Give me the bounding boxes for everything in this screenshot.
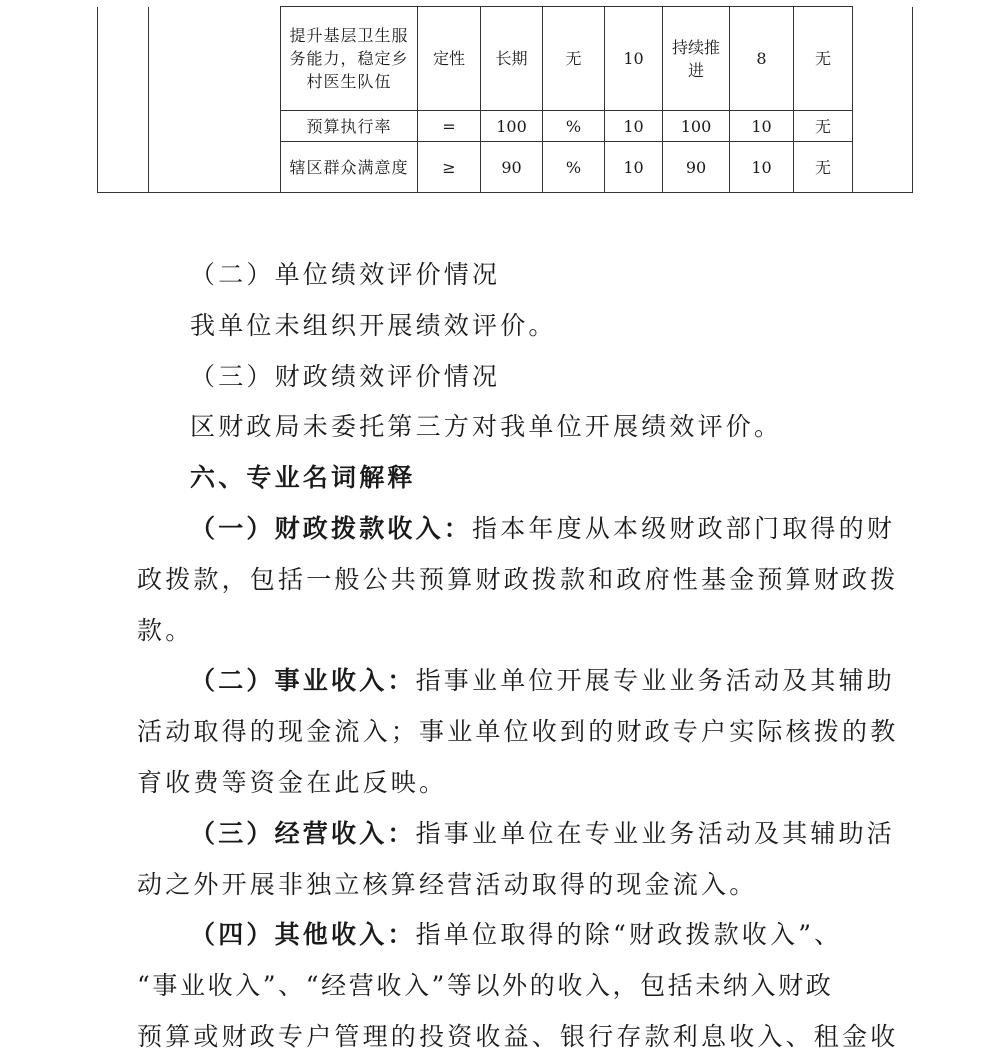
- indicator-name-cell: 辖区群众满意度: [281, 142, 418, 193]
- actual-cell: 100: [663, 111, 730, 142]
- table-cell-blank: [853, 7, 913, 193]
- actual-cell: 90: [663, 142, 730, 193]
- glossary-term: [0, 809, 1000, 860]
- table-cell-blank: [98, 7, 149, 193]
- paragraph-unit-evaluation: 我单位未组织开展绩效评价。: [190, 310, 557, 340]
- glossary-term-text: 指本年度从本级财政部门取得的财: [472, 513, 896, 543]
- glossary-term-continuation: 活动取得的现金流入；事业单位收到的财政专户实际核拨的教: [137, 717, 899, 747]
- target-cell: 100: [481, 111, 543, 142]
- glossary-term: [0, 504, 1000, 555]
- score-cell: 8: [730, 7, 794, 111]
- glossary-term-continuation: “事业收入”、“经营收入”等以外的收入，包括未纳入财政: [137, 971, 834, 1001]
- note-cell: 无: [794, 111, 853, 142]
- glossary-term-continuation: 育收费等资金在此反映。: [137, 767, 448, 797]
- weight-cell: 10: [605, 7, 663, 111]
- unit-cell: %: [543, 142, 605, 193]
- table-row: [98, 7, 913, 111]
- section-heading-unit-evaluation: （二）单位绩效评价情况: [190, 260, 501, 289]
- section-heading-glossary: 六、专业名词解释: [190, 463, 416, 493]
- glossary-term-text: 指事业单位在专业业务活动及其辅助活: [415, 818, 896, 848]
- unit-cell: 无: [543, 7, 605, 111]
- actual-cell: 持续推进: [663, 7, 730, 111]
- glossary-term-text: 指事业单位开展专业业务活动及其辅助: [415, 666, 896, 696]
- glossary-term-continuation: 动之外开展非独立核算经营活动取得的现金流入。: [137, 869, 758, 899]
- glossary-term-continuation: 预算或财政专户管理的投资收益、银行存款利息收入、租金收: [137, 1021, 899, 1051]
- weight-cell: 10: [605, 142, 663, 193]
- glossary-term-label: （四）其他收入：: [190, 920, 416, 950]
- glossary-term-continuation: 款。: [137, 615, 194, 645]
- weight-cell: 10: [605, 111, 663, 142]
- symbol-cell: 定性: [418, 7, 481, 111]
- glossary-term-label: （一）财政拨款收入：: [190, 513, 473, 543]
- symbol-cell: =: [418, 111, 481, 142]
- glossary-term-label: （二）事业收入：: [190, 666, 416, 696]
- glossary-term: [0, 910, 1000, 961]
- table-cell-blank: [149, 7, 281, 193]
- note-cell: 无: [794, 7, 853, 111]
- glossary-term: [0, 656, 1000, 707]
- score-cell: 10: [730, 111, 794, 142]
- symbol-cell: ≥: [418, 142, 481, 193]
- unit-cell: %: [543, 111, 605, 142]
- glossary-term-text: 指单位取得的除“财政拨款收入”、: [415, 920, 843, 950]
- document-body: [0, 250, 1000, 1063]
- indicator-name-cell: 预算执行率: [281, 111, 418, 142]
- score-cell: 10: [730, 142, 794, 193]
- glossary-term-label: （三）经营收入：: [190, 818, 416, 848]
- target-cell: 90: [481, 142, 543, 193]
- paragraph-fiscal-evaluation: 区财政局未委托第三方对我单位开展绩效评价。: [190, 412, 783, 442]
- glossary-term-continuation: 政拨款，包括一般公共预算财政拨款和政府性基金预算财政拨: [137, 564, 899, 594]
- note-cell: 无: [794, 142, 853, 193]
- indicator-name-cell: 提升基层卫生服务能力，稳定乡村医生队伍: [281, 7, 418, 111]
- section-heading-fiscal-evaluation: （三）财政绩效评价情况: [190, 361, 501, 391]
- performance-indicator-table: [97, 6, 913, 193]
- target-cell: 长期: [481, 7, 543, 111]
